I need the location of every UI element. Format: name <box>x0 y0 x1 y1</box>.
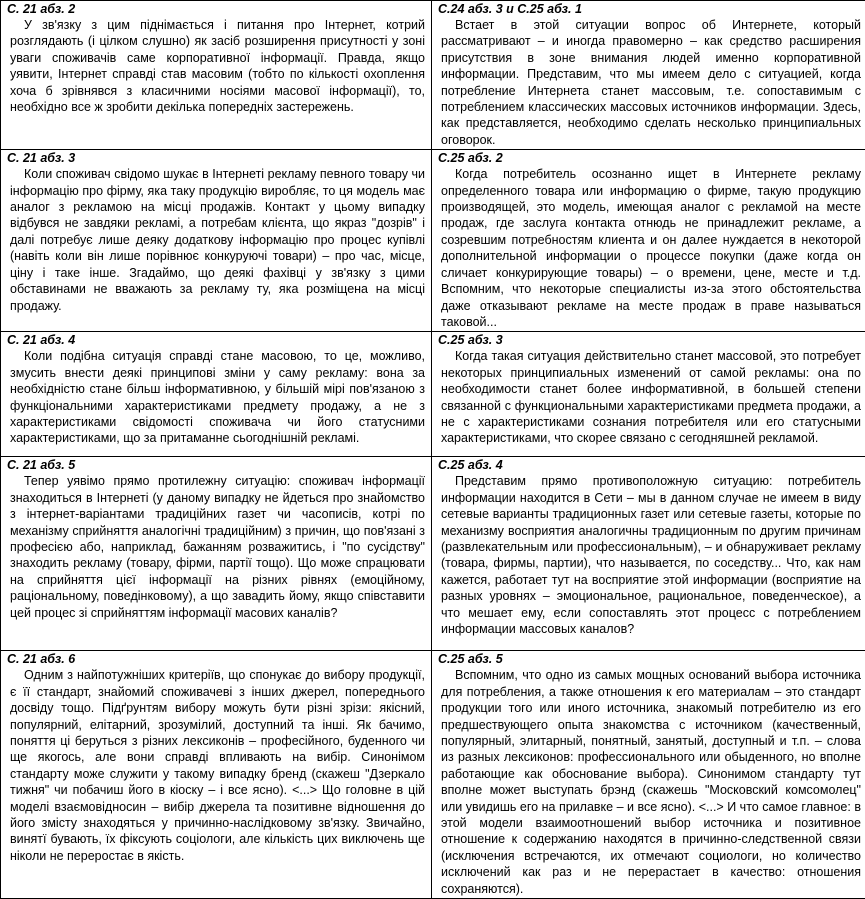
ukrainian-cell <box>1 1 432 150</box>
russian-cell <box>432 332 865 457</box>
paragraph-text: Одним з найпотужніших критеріїв, що спонукає до вибору продукції, є її стандарт, знайомий споживачеві з інших джерел, попереднього досвіду тощо. Підґрунтям вибору можуть бути різні зрізи: якісний, популярний, елітарний, зрозумілий, доступний та інші. Як бачимо, поняття ці беруться з різних лексиконів – професійного, буденного чи ще якогось, але вони справді впливають на вибір. Синонімом стандарту може служити у такому випадку бренд (скажеш "Дзеркало тижня" чи побачиш його в кіоску – і все ясно). <...> Що головне в цій моделі взаємовідносин – вибір джерела та позитивне відношення до його змісту знаходяться у причинно-наслідковому зв'язку. Звичайно, винятї бувають, їх фіксують соціологи, але кількість цих виключень ще ніколи не переростає в якість. <box>10 667 425 864</box>
page-reference: С.25 абз. 3 <box>438 333 861 348</box>
paragraph-text: Вспомним, что одно из самых мощных оснований выбора источника для потребления, а также отношения к его материалам – это стандарт продукции того или иного источника, знакомый потребителю из его предшествующего опыта знакомства с источником (качественный, популярный, элитарный, понятный, занятый, доступный и т.п. – слова из разных лексиконов: профессионального или обыденного, но вполне работающие как обоснование выбора). Синонимом стандарту тут вполне может выступать брэнд (скажешь "Московский комсомолец" или увидишь его на прилавке – и все ясно). <...> И что самое главное: в этой модели взаимоотношений выбор источника и позитивное отношение к содержанию находятся в причинно-следственной связи (исключения встречаются, их отмечают социологи, но количество исключений как раз и не перерастает в качество: отношения сохраняются). <box>441 667 861 897</box>
russian-cell <box>432 457 865 651</box>
paragraph-text: Когда потребитель осознанно ищет в Интернете рекламу определенного товара или информацию о фирме, такую продукцию производящей, это модель, имеющая аналог с рекламой на месте продаж, где заслуга контакта отнюдь не принадлежит рекламе, а созревшим потребностям клиента и он далее нуждается в некоторой дополнительной информации о процессе покупки (даже когда он сличает конкурирующие товары) – о времени, цене, месте и т.д. Вспомним, что некоторые специалисты из-за этого обстоятельства даже отказывают рекламе на месте продаж в праве называться таковой... <box>441 166 861 330</box>
page-reference: С. 21 абз. 6 <box>7 652 425 667</box>
page-reference: С. 21 абз. 5 <box>7 458 425 473</box>
page-reference: С. 21 абз. 2 <box>7 2 425 17</box>
paragraph-text: Встает в этой ситуации вопрос об Интернете, который рассматривают – и иногда правомерно – как средство расширения присутствия в зоне внимания людей именно корпоративной информации. Представим, что мы имеем дело с ситуацией, когда потребление Интернета станет массовым, т.е. сопоставимым с потреблением классических массовых источников информации. Здесь, как представляется, необходимо сделать несколько принципиальных оговорок. <box>441 17 861 148</box>
paragraph-text: Когда такая ситуация действительно станет массовой, это потребует некоторых принципиальных изменений от самой рекламы: она по необходимости станет более информативной, в большей степени связанной с функциональными характеристиками предмета продажи, а не с характеристиками сознания потребителя или его статусными характеристиками, что скорее связано с сегодняшней рекламой. <box>441 348 861 446</box>
ukrainian-cell <box>1 651 432 899</box>
russian-cell <box>432 651 865 899</box>
page-reference: С.24 абз. 3 и С.25 абз. 1 <box>438 2 861 17</box>
page-reference: С. 21 абз. 3 <box>7 151 425 166</box>
ukrainian-cell <box>1 150 432 332</box>
table-row <box>1 1 865 150</box>
table-row <box>1 651 865 899</box>
page-reference: С.25 абз. 5 <box>438 652 861 667</box>
paragraph-text: Представим прямо противоположную ситуацию: потребитель информации находится в Сети – мы в данном случае не имеем в виду сетевые варианты традиционных газет или сетевые газеты, которые по механизму восприятия аналогичны традиционным по другим причинам (развлекательным или профессиональным), – и обнаруживает рекламу (товара, фирмы, партии), что называется, по соседству... Что, как нам кажется, работает тут на восприятие этой информации (восприятие на разных уровнях – эмоциональное, рациональное, поведенческое), а что мешает ему, если сопоставлять этот процесс с потреблением информации массовых каналов? <box>441 473 861 637</box>
page-reference: С. 21 абз. 4 <box>7 333 425 348</box>
page-reference: С.25 абз. 2 <box>438 151 861 166</box>
russian-cell <box>432 150 865 332</box>
paragraph-text: Тепер уявімо прямо протилежну ситуацію: споживач інформації знаходиться в Інтернеті (у даному випадку не йдеться про знайомство з інтернет-варіантами традиційних газет чи часописів, котрі по механізму сприйняття аналогічні традиційним) з причин, що пов'язані з професією або, наприклад, бажанням розважитись, і "по сусідству" знаходить рекламу (товару, фірми, партії тощо). Що може спрацювати на сприйняття цієї інформації на різних рівнях (емоційному, раціональному, поведінковому), а що завадить йому, якщо співставити цей процес зі сприйняттям інформації масових каналів? <box>10 473 425 621</box>
paragraph-text: Коли споживач свідомо шукає в Інтернеті рекламу певного товару чи інформацію про фірму, яка таку продукцію виробляє, то ця модель має аналог з рекламою на місці продажів. Контакт у цьому випадку відбувся не завдяки рекламі, а потребам клієнта, що якраз "дозрів" і далі потребує лише деяку додаткову інформацію про процес купівлі (навіть коли він лише порівнює конкуруючі товари) – про час, місце, ціну і таке інше. Згадаймо, що деякі фахівці у зв'язку з цими обставинами не вважають за рекламу ту, яка розміщена на місці продажу. <box>10 166 425 314</box>
paragraph-text: Коли подібна ситуація справді стане масовою, то це, можливо, змусить внести деякі принципові зміни у саму рекламу: вона за необхідністю стане більш інформативною, у більшій мірі пов'язаною з функціональними характеристиками предмету продажу, а не з характеристиками свідомості споживача чи його статусними характеристиками, що за притаманне сьогоднішній рекламі. <box>10 348 425 446</box>
table-row <box>1 332 865 457</box>
page-reference: С.25 абз. 4 <box>438 458 861 473</box>
ukrainian-cell <box>1 457 432 651</box>
ukrainian-cell <box>1 332 432 457</box>
russian-cell <box>432 1 865 150</box>
paragraph-text: У зв'язку з цим піднімається і питання про Інтернет, котрий розглядають (і цілком слушно) як засіб розширення присутності у зоні уваги споживачів саме корпоративної інформації. Правда, якщо уявити, Інтернет справді став масовим (тобто по кількості охоплення хоча б зрівнявся з класичними носіями масової інформації), то, необхідно все ж зробити декілька попередніх застережень. <box>10 17 425 115</box>
table-row <box>1 150 865 332</box>
table-row <box>1 457 865 651</box>
